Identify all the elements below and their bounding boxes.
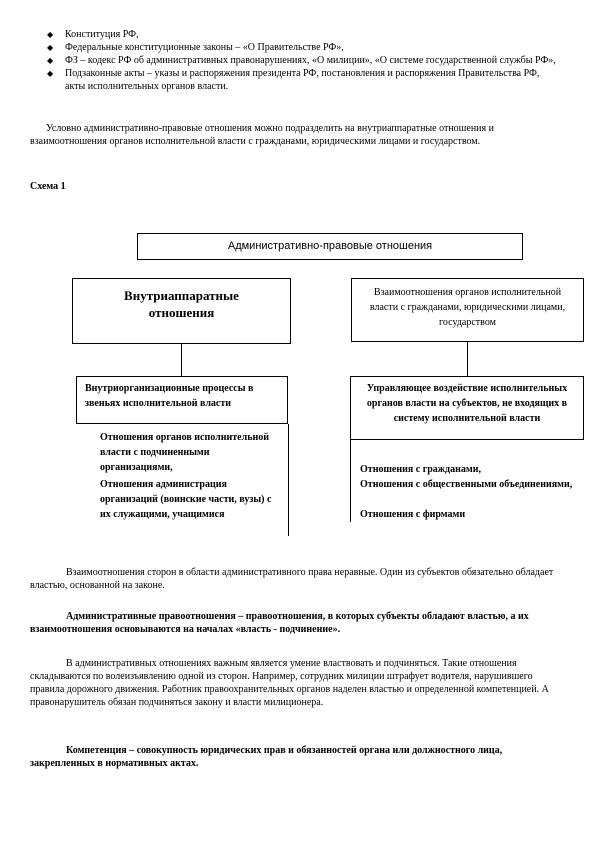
- diagram-management-impact-box: Управляющее воздействие исполнительных органов власти на субъектов, не входящих в систему исполнительной власти: [350, 376, 584, 440]
- diagram-right-item-1: Отношения с гражданами,: [360, 464, 481, 475]
- diagram-right-item-2: Отношения с общественными объединениями,: [360, 479, 573, 490]
- paragraph-4: Компетенция – совокупность юридических прав и обязанностей органа или должностного лица, закрепленных в нормативных актах.: [30, 745, 503, 769]
- paragraph-2: Административные правоотношения – правоотношения, в которых субъекты обладают властью, а их взаимоотношения основываются на началах «власть - подчинение».: [30, 611, 529, 635]
- list-item: ◆ Конституция РФ,: [47, 29, 139, 40]
- list-item: ◆ Федеральные конституционные законы – «О Правительстве РФ»,: [47, 42, 344, 53]
- list-item: ◆ ФЗ – кодекс РФ об административных правонарушениях, «О милиции», «О системе государственной службы РФ»,: [47, 55, 556, 66]
- intro-paragraph: Условно административно-правовые отношения можно подразделить на внутриаппаратные отношения и взаимоотношения органов исполнительной власти с гражданами, юридическими лицами и государством.: [30, 123, 494, 147]
- legal-sources-list: [47, 28, 557, 93]
- diagram-external-relations-box: Взаимоотношения органов исполнительной власти с гражданами, юридическими лицами, государством: [351, 278, 584, 342]
- bullet-icon: ◆: [47, 43, 54, 52]
- right-list-left-border: [350, 440, 351, 522]
- diagram-internal-processes-box: Внутриорганизационные процессы в звеньях исполнительной власти: [76, 376, 288, 424]
- bullet-icon: ◆: [47, 30, 54, 39]
- diagram-left-item-1: Отношения органов исполнительной власти с подчиненными организациями,: [100, 432, 270, 473]
- connector-line-right: [467, 342, 468, 376]
- left-list-right-border: [288, 424, 289, 536]
- diagram-left-item-2: Отношения администрация организаций (воинские части, вузы) с их служащими, учащимися: [100, 479, 272, 520]
- connector-line-left: [181, 344, 182, 376]
- diagram-top-box: Административно-правовые отношения: [137, 233, 523, 260]
- scheme-label: Схема 1: [30, 181, 66, 192]
- bullet-icon: ◆: [47, 56, 54, 65]
- diagram-right-item-3: Отношения с фирмами: [360, 509, 466, 520]
- paragraph-3: В административных отношениях важным является умение властвовать и подчиняться. Такие отношения складываются по волеизъявлению одной из сторон. Например, сотрудник милиции штрафует водителя, нарушившего правила дорожного движения. Работник правоохранительных органов наделен властью и определенной компетенцией. А правонарушитель обязан подчиняться закону и власти милиционера.: [30, 658, 549, 708]
- bullet-icon: ◆: [47, 69, 54, 78]
- paragraph-1: Взаимоотношения сторон в области административного права неравные. Один из субъектов обязательно обладает властью, основанной на законе.: [30, 567, 554, 591]
- list-item: ◆ Подзаконные акты – указы и распоряжения президента РФ, постановления и распоряжения Правительства РФ, акты исполнительных органов власти.: [47, 68, 540, 92]
- diagram-internal-relations-box: Внутриаппаратные отношения: [72, 278, 291, 344]
